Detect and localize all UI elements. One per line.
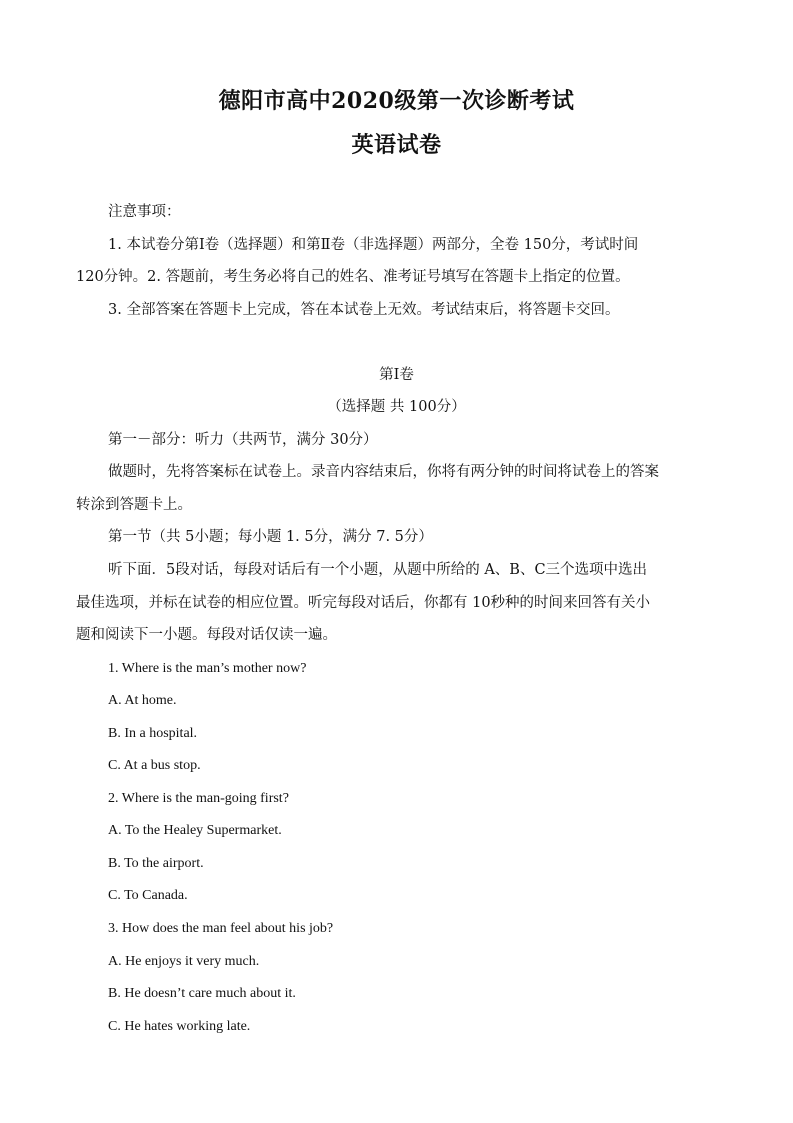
- question-1-option-a: A. At home.: [108, 693, 177, 708]
- question-1-option-c: C. At a bus stop.: [108, 758, 201, 773]
- notes-item-1-line-1: 1. 本试卷分第Ⅰ卷（选择题）和第Ⅱ卷（非选择题）两部分，全卷 150分，考试时间: [108, 237, 639, 253]
- part1-instruction-line-1: 做题时，先将答案标在试卷上。录音内容结束后，你将有两分钟的时间将试卷上的答案: [108, 464, 659, 480]
- part1-heading: 第一－部分：听力（共两节，满分 30分）: [108, 432, 378, 448]
- part1-instruction-line-2: 转涂到答题卡上。: [76, 497, 192, 513]
- question-3-option-c: C. He hates working late.: [108, 1019, 251, 1034]
- question-2-stem: 2. Where is the man-going first?: [108, 791, 289, 806]
- section1-instruction-line-2: 最佳选项，并标在试卷的相应位置。听完每段对话后，你都有 10秒种的时间来回答有关小: [76, 595, 651, 611]
- section1-instruction-line-1: 听下面．5段对话，每段对话后有一个小题，从题中所给的 A、B、C三个选项中选出: [108, 562, 648, 578]
- volume-subtitle: （选择题 共 100分）: [327, 399, 466, 415]
- section1-heading: 第一节（共 5小题；每小题 1. 5分，满分 7. 5分）: [108, 529, 433, 545]
- question-3-option-b: B. He doesn’t care much about it.: [108, 986, 296, 1001]
- page-subtitle: 英语试卷: [351, 132, 442, 158]
- question-2-option-c: C. To Canada.: [108, 888, 188, 903]
- notes-heading: 注意事项：: [108, 204, 181, 220]
- page-title: 德阳市高中2020级第一次诊断考试: [218, 88, 575, 114]
- question-2-option-a: A. To the Healey Supermarket.: [108, 823, 282, 838]
- notes-item-3: 3. 全部答案在答题卡上完成，答在本试卷上无效。考试结束后，将答题卡交回。: [108, 302, 620, 318]
- volume-title: 第Ⅰ卷: [379, 367, 414, 383]
- question-3-option-a: A. He enjoys it very much.: [108, 954, 260, 969]
- question-2-option-b: B. To the airport.: [108, 856, 204, 871]
- question-3-stem: 3. How does the man feel about his job?: [108, 921, 334, 936]
- question-1-option-b: B. In a hospital.: [108, 726, 198, 741]
- notes-item-1-line-2: 120分钟。2. 答题前，考生务必将自己的姓名、准考证号填写在答题卡上指定的位置。: [76, 269, 630, 285]
- question-1-stem: 1. Where is the man’s mother now?: [108, 661, 307, 676]
- section1-instruction-line-3: 题和阅读下一小题。每段对话仅读一遍。: [76, 627, 337, 643]
